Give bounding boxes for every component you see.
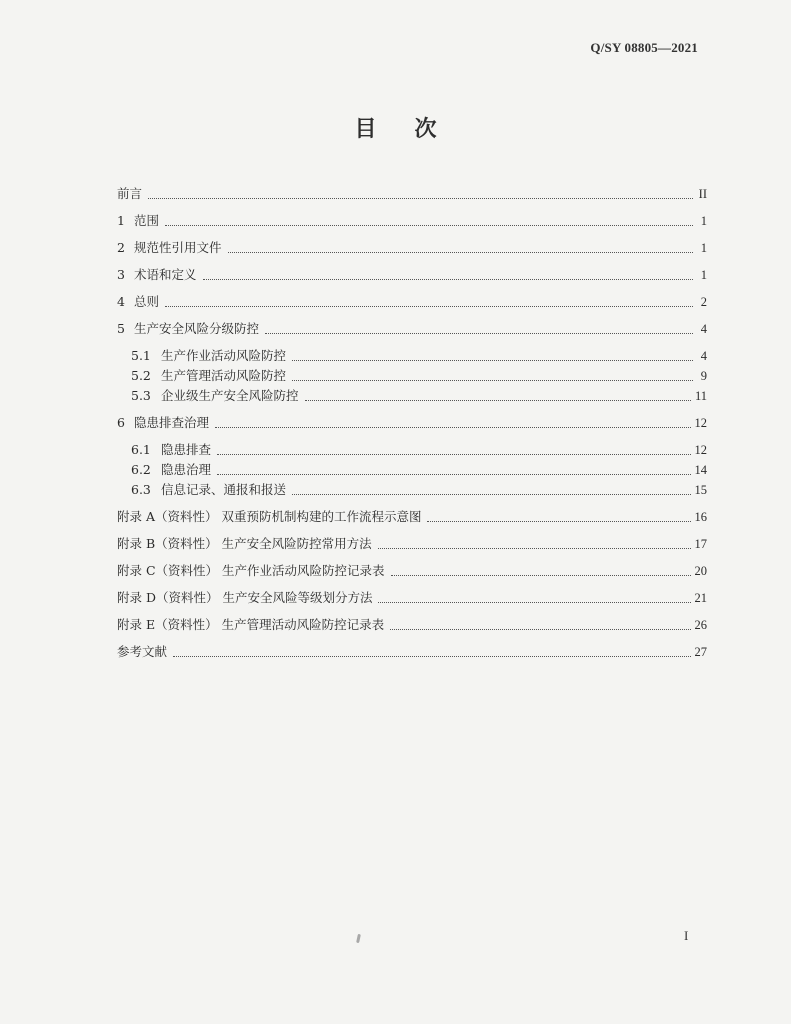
toc-leader-dots (265, 333, 693, 334)
toc-leader-dots (292, 360, 693, 361)
toc-entry[interactable] (131, 366, 707, 386)
toc-entry-page: 20 (694, 564, 707, 578)
toc-entry[interactable] (117, 642, 707, 662)
toc-leader-dots (217, 454, 690, 455)
toc-entry[interactable] (131, 460, 707, 480)
toc-leader-dots (305, 400, 691, 401)
toc-leader-dots (165, 225, 693, 226)
toc-entry-page: 15 (694, 483, 707, 497)
toc-entry[interactable] (117, 615, 707, 635)
toc-entry[interactable] (117, 319, 707, 339)
toc-entry[interactable] (131, 386, 707, 406)
toc-entry-label: 隐患排查治理 (134, 415, 210, 430)
toc-entry[interactable] (117, 588, 707, 608)
toc-leader-dots (148, 198, 693, 199)
toc-entry[interactable] (117, 211, 707, 231)
toc-entry-label: 隐患治理 (161, 462, 212, 477)
toc-entry[interactable] (131, 480, 707, 500)
toc-leader-dots (292, 494, 690, 495)
toc-entry-number: 3 (117, 267, 125, 282)
toc-entry-label: 规范性引用文件 (134, 240, 222, 255)
toc-entry-label: 附录 B（资料性） 生产安全风险防控常用方法 (117, 536, 372, 551)
scan-speck (356, 934, 361, 943)
title-char-2: 次 (414, 117, 437, 142)
toc-entry-number: 2 (117, 240, 125, 255)
page-title (0, 112, 791, 143)
toc-entry-label: 术语和定义 (134, 267, 197, 282)
toc-leader-dots (427, 521, 690, 522)
toc-entry-page: 21 (694, 591, 707, 605)
toc-entry-label: 附录 C（资料性） 生产作业活动风险防控记录表 (117, 563, 385, 578)
toc-entry[interactable] (117, 534, 707, 554)
toc-entry-number: 5.2 (131, 368, 151, 383)
toc-entry-label: 参考文献 (117, 644, 168, 659)
toc-entry-page: 17 (694, 537, 707, 551)
toc-entry[interactable] (131, 346, 707, 366)
toc-entry-label: 企业级生产安全风险防控 (161, 388, 299, 403)
toc-entry-label: 生产管理活动风险防控 (161, 368, 287, 383)
toc-entry-page: 16 (694, 510, 707, 524)
page-number: I (684, 928, 689, 943)
toc-entry-page: 4 (700, 322, 707, 336)
toc-entry-page: 12 (694, 416, 707, 430)
toc-entry-page: 12 (694, 443, 707, 457)
toc-entry-number: 6.2 (131, 462, 151, 477)
toc-entry[interactable] (117, 265, 707, 285)
toc-entry-label: 前言 (117, 186, 143, 201)
toc-entry-label: 附录 E（资料性） 生产管理活动风险防控记录表 (117, 617, 385, 632)
toc-entry-number: 5.1 (131, 348, 151, 363)
toc-entry[interactable] (117, 507, 707, 527)
toc-entry[interactable] (117, 561, 707, 581)
toc-entry-page: 1 (700, 268, 707, 282)
toc-entry-number: 1 (117, 213, 125, 228)
toc-entry-label: 范围 (134, 213, 160, 228)
toc-entry-label: 生产安全风险分级防控 (134, 321, 260, 336)
toc-entry-number: 5 (117, 321, 125, 336)
toc-leader-dots (173, 656, 690, 657)
toc-entry-page: 4 (700, 349, 707, 363)
toc-entry-page: 14 (694, 463, 707, 477)
toc-leader-dots (391, 575, 691, 576)
toc-entry-page: 27 (694, 645, 707, 659)
toc-leader-dots (292, 380, 693, 381)
toc-entry[interactable] (131, 440, 707, 460)
toc-entry-page: 1 (700, 214, 707, 228)
toc-entry-page: II (698, 187, 707, 201)
toc-entry-page: 9 (700, 369, 707, 383)
toc-entry-label: 总则 (134, 294, 160, 309)
toc-entry[interactable] (117, 413, 707, 433)
toc-leader-dots (165, 306, 693, 307)
toc-leader-dots (378, 602, 690, 603)
toc-entry-label: 附录 D（资料性） 生产安全风险等级划分方法 (117, 590, 373, 605)
toc-entry[interactable] (117, 292, 707, 312)
toc-leader-dots (378, 548, 691, 549)
toc-entry-label: 信息记录、通报和报送 (161, 482, 287, 497)
toc-entry-number: 6.3 (131, 482, 151, 497)
toc-entry-label: 隐患排查 (161, 442, 212, 457)
toc-entry[interactable] (117, 238, 707, 258)
toc-entry-number: 6.1 (131, 442, 151, 457)
toc-entry-number: 4 (117, 294, 125, 309)
toc-entry-page: 2 (700, 295, 707, 309)
toc-entry-number: 6 (117, 415, 125, 430)
toc-entry-label: 生产作业活动风险防控 (161, 348, 287, 363)
toc-entry-label: 附录 A（资料性） 双重预防机制构建的工作流程示意图 (117, 509, 422, 524)
toc-leader-dots (217, 474, 690, 475)
toc-leader-dots (203, 279, 693, 280)
toc-entry-number: 5.3 (131, 388, 151, 403)
toc-entry[interactable] (117, 184, 707, 204)
title-char-1: 目 (354, 117, 377, 142)
toc-entry-page: 1 (700, 241, 707, 255)
toc-entry-page: 11 (694, 389, 707, 403)
toc-leader-dots (228, 252, 693, 253)
toc-leader-dots (390, 629, 690, 630)
toc-leader-dots (215, 427, 690, 428)
standard-code: Q/SY 08805—2021 (590, 40, 698, 55)
toc-entry-page: 26 (694, 618, 707, 632)
